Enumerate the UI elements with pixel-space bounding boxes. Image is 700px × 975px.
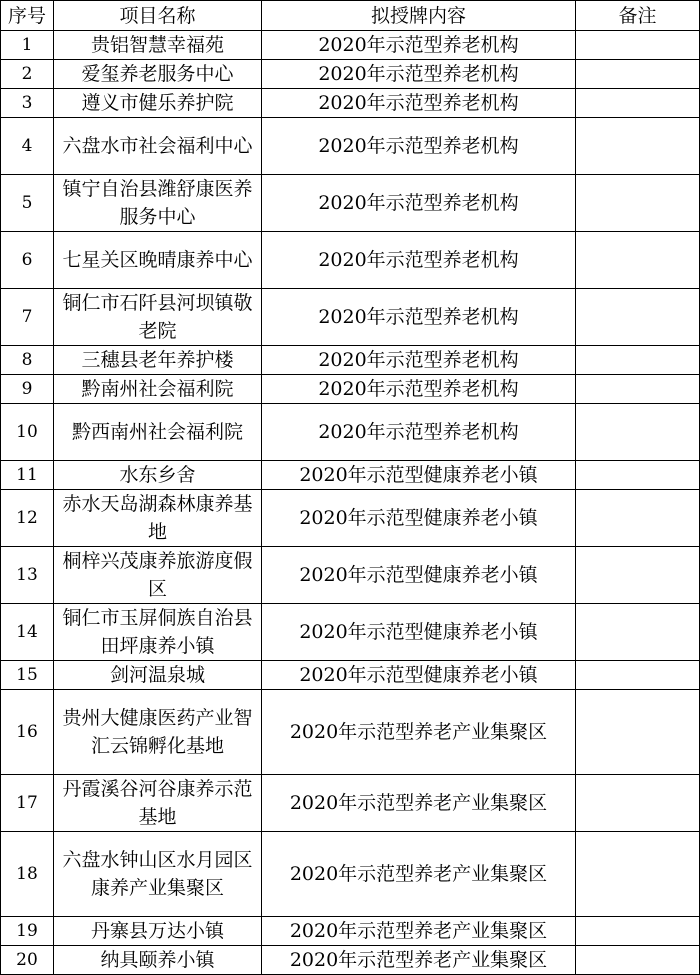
cell-name: 铜仁市玉屏侗族自治县田坪康养小镇: [54, 604, 262, 661]
cell-name: 贵铝智慧幸福苑: [54, 31, 262, 60]
header-remark: 备注: [576, 1, 700, 31]
cell-remark: [576, 775, 700, 832]
table-row: [1, 89, 700, 118]
cell-name: 镇宁自治县潍舒康医养服务中心: [54, 175, 262, 232]
cell-seq: 4: [1, 118, 54, 175]
cell-remark: [576, 289, 700, 346]
header-content: 拟授牌内容: [262, 1, 576, 31]
cell-content: 2020年示范型健康养老小镇: [262, 461, 576, 490]
cell-content: 2020年示范型养老产业集聚区: [262, 917, 576, 946]
table-row: [1, 375, 700, 404]
cell-remark: [576, 404, 700, 461]
cell-seq: 20: [1, 946, 54, 975]
cell-content: 2020年示范型养老机构: [262, 31, 576, 60]
cell-remark: [576, 346, 700, 375]
cell-remark: [576, 461, 700, 490]
table-row: [1, 118, 700, 175]
header-name: 项目名称: [54, 1, 262, 31]
cell-name: 桐梓兴茂康养旅游度假区: [54, 547, 262, 604]
cell-content: 2020年示范型养老产业集聚区: [262, 946, 576, 975]
table-row: [1, 917, 700, 946]
cell-seq: 15: [1, 661, 54, 690]
cell-remark: [576, 917, 700, 946]
cell-remark: [576, 832, 700, 917]
cell-remark: [576, 490, 700, 547]
cell-content: 2020年示范型健康养老小镇: [262, 547, 576, 604]
cell-remark: [576, 118, 700, 175]
cell-content: 2020年示范型养老机构: [262, 289, 576, 346]
table-row: [1, 404, 700, 461]
table-row: [1, 832, 700, 917]
cell-remark: [576, 547, 700, 604]
cell-content: 2020年示范型养老机构: [262, 60, 576, 89]
cell-content: 2020年示范型养老机构: [262, 118, 576, 175]
cell-seq: 17: [1, 775, 54, 832]
table-row: [1, 547, 700, 604]
cell-seq: 19: [1, 917, 54, 946]
cell-name: 黔西南州社会福利院: [54, 404, 262, 461]
cell-seq: 9: [1, 375, 54, 404]
cell-content: 2020年示范型养老机构: [262, 89, 576, 118]
cell-remark: [576, 60, 700, 89]
cell-remark: [576, 175, 700, 232]
cell-seq: 12: [1, 490, 54, 547]
cell-content: 2020年示范型养老机构: [262, 346, 576, 375]
cell-content: 2020年示范型健康养老小镇: [262, 490, 576, 547]
table-row: [1, 690, 700, 775]
cell-name: 剑河温泉城: [54, 661, 262, 690]
cell-seq: 3: [1, 89, 54, 118]
header-row: [1, 1, 700, 31]
cell-content: 2020年示范型养老机构: [262, 175, 576, 232]
cell-seq: 6: [1, 232, 54, 289]
cell-content: 2020年示范型养老机构: [262, 375, 576, 404]
cell-seq: 16: [1, 690, 54, 775]
table-row: [1, 775, 700, 832]
cell-seq: 11: [1, 461, 54, 490]
cell-name: 水东乡舍: [54, 461, 262, 490]
table-row: [1, 346, 700, 375]
table-row: [1, 60, 700, 89]
table-row: [1, 232, 700, 289]
cell-seq: 8: [1, 346, 54, 375]
cell-remark: [576, 375, 700, 404]
cell-name: 爱玺养老服务中心: [54, 60, 262, 89]
cell-remark: [576, 31, 700, 60]
cell-content: 2020年示范型健康养老小镇: [262, 661, 576, 690]
cell-seq: 14: [1, 604, 54, 661]
cell-content: 2020年示范型养老产业集聚区: [262, 690, 576, 775]
cell-seq: 7: [1, 289, 54, 346]
cell-name: 六盘水钟山区水月园区康养产业集聚区: [54, 832, 262, 917]
table-row: [1, 175, 700, 232]
cell-name: 丹霞溪谷河谷康养示范基地: [54, 775, 262, 832]
header-seq: 序号: [1, 1, 54, 31]
cell-name: 黔南州社会福利院: [54, 375, 262, 404]
cell-name: 纳具颐养小镇: [54, 946, 262, 975]
cell-content: 2020年示范型养老机构: [262, 232, 576, 289]
cell-seq: 5: [1, 175, 54, 232]
cell-remark: [576, 690, 700, 775]
cell-remark: [576, 232, 700, 289]
cell-name: 六盘水市社会福利中心: [54, 118, 262, 175]
cell-seq: 13: [1, 547, 54, 604]
cell-remark: [576, 946, 700, 975]
cell-seq: 1: [1, 31, 54, 60]
cell-content: 2020年示范型养老产业集聚区: [262, 775, 576, 832]
cell-remark: [576, 604, 700, 661]
table-row: [1, 31, 700, 60]
cell-seq: 10: [1, 404, 54, 461]
cell-name: 铜仁市石阡县河坝镇敬老院: [54, 289, 262, 346]
table-row: [1, 490, 700, 547]
cell-remark: [576, 89, 700, 118]
table-row: [1, 661, 700, 690]
cell-seq: 18: [1, 832, 54, 917]
cell-name: 七星关区晚晴康养中心: [54, 232, 262, 289]
table-row: [1, 946, 700, 975]
table-row: [1, 461, 700, 490]
cell-name: 赤水天岛湖森林康养基地: [54, 490, 262, 547]
cell-remark: [576, 661, 700, 690]
cell-content: 2020年示范型养老机构: [262, 404, 576, 461]
cell-seq: 2: [1, 60, 54, 89]
cell-content: 2020年示范型健康养老小镇: [262, 604, 576, 661]
table-row: [1, 604, 700, 661]
cell-name: 三穗县老年养护楼: [54, 346, 262, 375]
cell-name: 遵义市健乐养护院: [54, 89, 262, 118]
cell-name: 丹寨县万达小镇: [54, 917, 262, 946]
table-row: [1, 289, 700, 346]
cell-name: 贵州大健康医药产业智汇云锦孵化基地: [54, 690, 262, 775]
cell-content: 2020年示范型养老产业集聚区: [262, 832, 576, 917]
